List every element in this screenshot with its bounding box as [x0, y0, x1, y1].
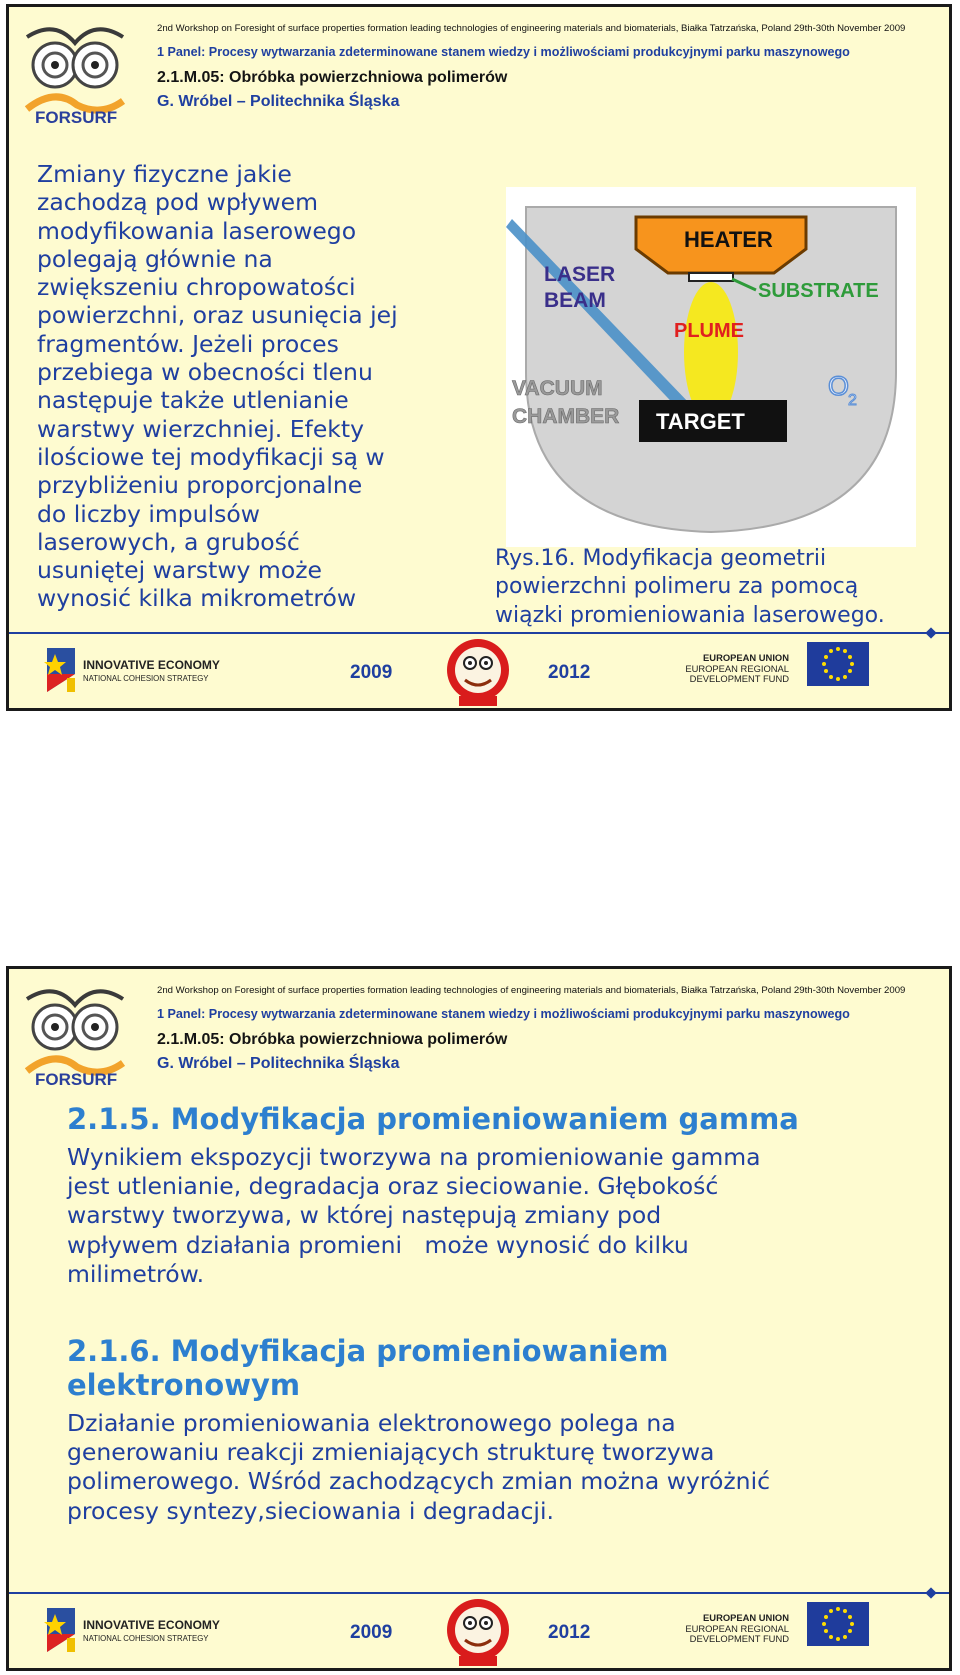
target-label: TARGET [656, 409, 745, 434]
body-line: powierzchni, oraz usunięcia jej [37, 301, 398, 330]
innovative-economy-icon [43, 1604, 79, 1656]
forsurf-logo [15, 979, 133, 1091]
body-line: usuniętej warstwy może [37, 556, 322, 585]
conference-title: 2nd Workshop on Foresight of surface properties formation leading technologies of engineering materials and biomaterials, Białka Tatrzańska, Poland 29th-30th November 2009 [157, 985, 906, 996]
year-start: 2009 [350, 662, 393, 683]
year-end: 2012 [548, 1622, 591, 1643]
eu-line: EUROPEAN REGIONAL [685, 662, 789, 674]
slide-1 [6, 4, 952, 711]
body-line: wynosić kilka mikrometrów [37, 584, 357, 613]
slide-2 [6, 966, 952, 1671]
pulsed-laser-deposition-diagram [506, 187, 916, 547]
body-line: ilościowe tej modyfikacji są w [37, 442, 385, 471]
body-line: modyfikowania laserowego [37, 216, 357, 245]
panel-title: 1 Panel: Procesy wytwarzania zdeterminowane stanem wiedzy i możliwościami produkcyjnymi parku maszynowego [157, 45, 850, 59]
body-line: przebiega w obecności tlenu [37, 358, 373, 387]
body-line: Zmiany fizyczne jakie [37, 160, 292, 188]
forsurf-logo [15, 17, 133, 129]
innovative-economy-icon [43, 644, 79, 696]
figure-caption [495, 545, 935, 630]
mascot-logo [445, 1596, 511, 1668]
heading-gamma: 2.1.5. Modyfikacja promieniowaniem gamma [67, 1102, 799, 1136]
paragraph-line: wpływem działania promieni może wynosić do kilku [67, 1230, 689, 1259]
mascot-logo [445, 636, 511, 708]
body-line: warstwy wierzchniej. Efekty [37, 414, 365, 443]
eu-line: EUROPEAN REGIONAL [685, 1622, 789, 1634]
paragraph-line: warstwy tworzywa, w której następują zmiany pod [67, 1201, 662, 1230]
footer-bar [9, 630, 949, 708]
beam-label: BEAM [544, 289, 606, 312]
innovative-economy-title: INNOVATIVE ECONOMY [83, 1618, 220, 1632]
vacuum-label: VACUUM [512, 377, 603, 400]
substrate-plate [689, 273, 733, 281]
body-line: laserowych, a grubość [37, 527, 300, 556]
heading-line: 2.1.6. Modyfikacja promieniowaniem [67, 1334, 669, 1368]
innovative-economy-subtitle: NATIONAL COHESION STRATEGY [83, 1634, 209, 1643]
body-line: następuje także utlenianie [37, 386, 349, 415]
paragraph-line: Działanie promieniowania elektronowego polega na [67, 1409, 676, 1437]
eu-line: DEVELOPMENT FUND [689, 1633, 789, 1645]
body-line: fragmentów. Jeżeli proces [37, 329, 339, 358]
paragraph-line: polimerowego. Wśród zachodzących zmian można wyróżnić [67, 1467, 771, 1496]
author-line: G. Wróbel – Politechnika Śląska [157, 93, 400, 110]
conference-title: 2nd Workshop on Foresight of surface properties formation leading technologies of engineering materials and biomaterials, Białka Tatrzańska, Poland 29th-30th November 2009 [157, 23, 906, 34]
paragraph-electron [67, 1409, 897, 1526]
author-line: G. Wróbel – Politechnika Śląska [157, 1055, 400, 1072]
body-paragraph [37, 160, 477, 613]
chamber-label: CHAMBER [512, 405, 620, 428]
innovative-economy-subtitle: NATIONAL COHESION STRATEGY [83, 674, 209, 683]
eu-flag-icon [807, 642, 869, 686]
year-start: 2009 [350, 1622, 393, 1643]
eu-line: DEVELOPMENT FUND [689, 673, 789, 685]
eu-line: EUROPEAN UNION [703, 1612, 789, 1623]
paragraph-line: jest utlenianie, degradacja oraz sieciowanie. Głębokość [67, 1172, 719, 1201]
eu-fund-text [685, 653, 789, 685]
eu-fund-text [685, 1613, 789, 1645]
year-end: 2012 [548, 662, 591, 683]
paragraph-line: milimetrów. [67, 1259, 205, 1288]
paragraph-gamma [67, 1143, 897, 1289]
body-line: polegają głównie na [37, 244, 273, 273]
footer-divider [9, 632, 949, 634]
caption-line: Rys.16. Modyfikacja geometrii [495, 546, 827, 571]
body-line: zachodzą pod wpływem [37, 188, 319, 217]
plume-label: PLUME [674, 320, 744, 342]
paragraph-line: Wynikiem ekspozycji tworzywa na promieniowanie gamma [67, 1143, 761, 1171]
svg-text:FORSURF: FORSURF [35, 108, 118, 127]
svg-text:FORSURF: FORSURF [35, 1070, 118, 1089]
caption-line: powierzchni polimeru za pomocą [495, 574, 859, 600]
heading-line: elektronowym [67, 1368, 301, 1402]
body-line: do liczby impulsów [37, 499, 260, 528]
body-line: zwiększeniu chropowatości [37, 273, 356, 302]
footer-bar [9, 1590, 949, 1668]
eu-line: EUROPEAN UNION [703, 652, 789, 663]
substrate-label: SUBSTRATE [758, 280, 879, 302]
section-code: 2.1.M.05: Obróbka powierzchniowa polimerów [157, 69, 508, 86]
footer-divider [9, 1592, 949, 1594]
laser-label: LASER [544, 263, 616, 286]
paragraph-line: procesy syntezy,sieciowania i degradacji. [67, 1496, 554, 1525]
eu-flag-icon [807, 1602, 869, 1646]
heading-electron [67, 1334, 767, 1402]
heater-label: HEATER [684, 227, 773, 252]
body-line: przybliżeniu proporcjonalne [37, 471, 363, 500]
paragraph-line: generowaniu reakcji zmieniających strukturę tworzywa [67, 1438, 715, 1467]
panel-title: 1 Panel: Procesy wytwarzania zdeterminowane stanem wiedzy i możliwościami produkcyjnymi parku maszynowego [157, 1007, 850, 1021]
oxygen-subscript: 2 [848, 392, 857, 409]
caption-line: wiązki promieniowania laserowego. [495, 602, 885, 628]
section-code: 2.1.M.05: Obróbka powierzchniowa polimerów [157, 1031, 508, 1048]
innovative-economy-title: INNOVATIVE ECONOMY [83, 658, 220, 672]
oxygen-label: O [828, 371, 850, 401]
